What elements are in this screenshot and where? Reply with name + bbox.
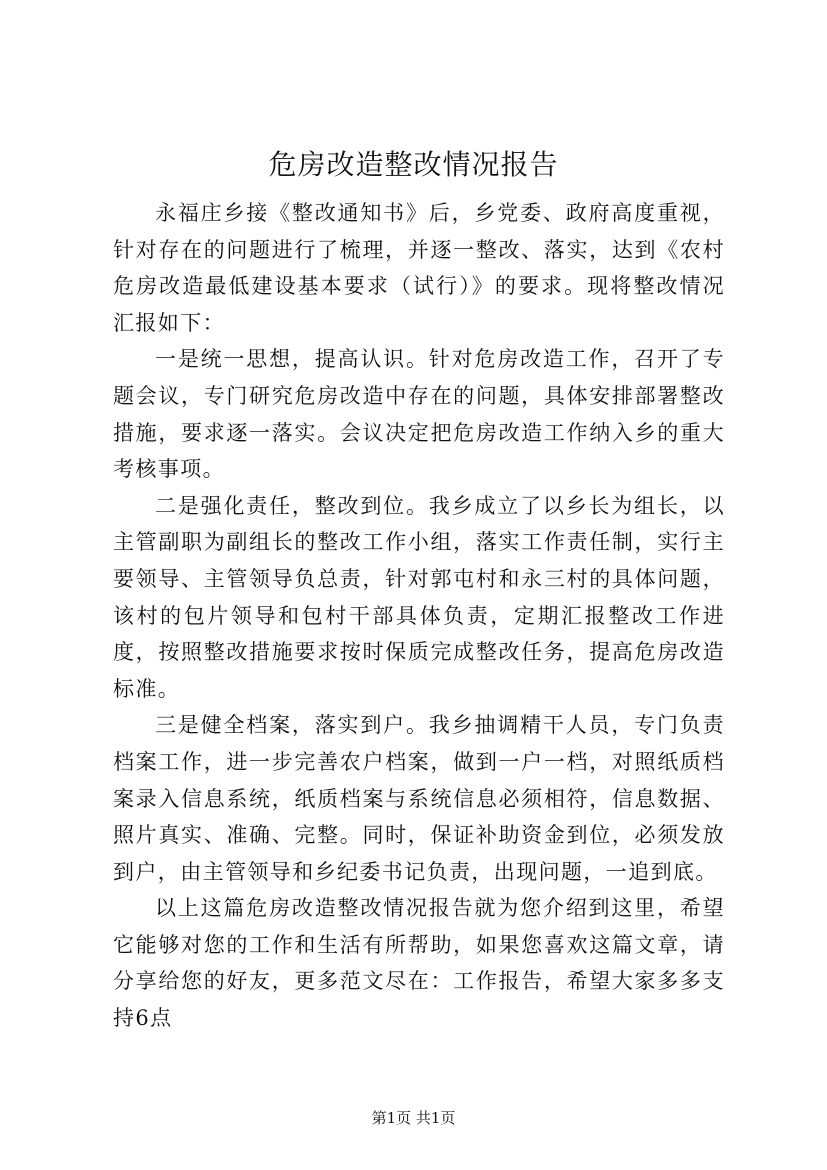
paragraph-strengthen-responsibility: 二是强化责任，整改到位。我乡成立了以乡长为组长，以主管副职为副组长的整改工作小组，落实工作责任制，实行主要领导、主管领导负总责，针对郭屯村和永三村的具体问题，该村的包片领导和包村干部具体负责，定期汇报整改工作进度，按照整改措施要求按时保质完成整改任务，提高危房改造标准。 xyxy=(113,493,725,701)
page-number-footer: 第1页 共1页 xyxy=(371,1109,456,1127)
paragraph-unify-thinking: 一是统一思想，提高认识。针对危房改造工作，召开了专题会议，专门研究危房改造中存在的问题，具体安排部署整改措施，要求逐一落实。会议决定把危房改造工作纳入乡的重大考核事项。 xyxy=(113,347,725,482)
paragraph-improve-archives: 三是健全档案，落实到户。我乡抽调精干人员，专门负责档案工作，进一步完善农户档案，做到一户一档，对照纸质档案录入信息系统，纸质档案与系统信息必须相符，信息数据、照片真实、准确、完整。同时，保证补助资金到位，必须发放到户，由主管领导和乡纪委书记负责，出现问题，一追到底。 xyxy=(113,713,725,884)
paragraph-intro: 永福庄乡接《整改通知书》后，乡党委、政府高度重视，针对存在的问题进行了梳理，并逐一整改、落实，达到《农村危房改造最低建设基本要求（试行）》的要求。现将整改情况汇报如下： xyxy=(113,201,725,335)
paragraph-closing: 以上这篇危房改造整改情况报告就为您介绍到这里，希望它能够对您的工作和生活有所帮助，如果您喜欢这篇文章，请分享给您的好友，更多范文尽在：工作报告，希望大家多多支持6点 xyxy=(113,896,725,1031)
document-title: 危房改造整改情况报告 xyxy=(268,148,559,181)
document-body xyxy=(113,195,725,1037)
